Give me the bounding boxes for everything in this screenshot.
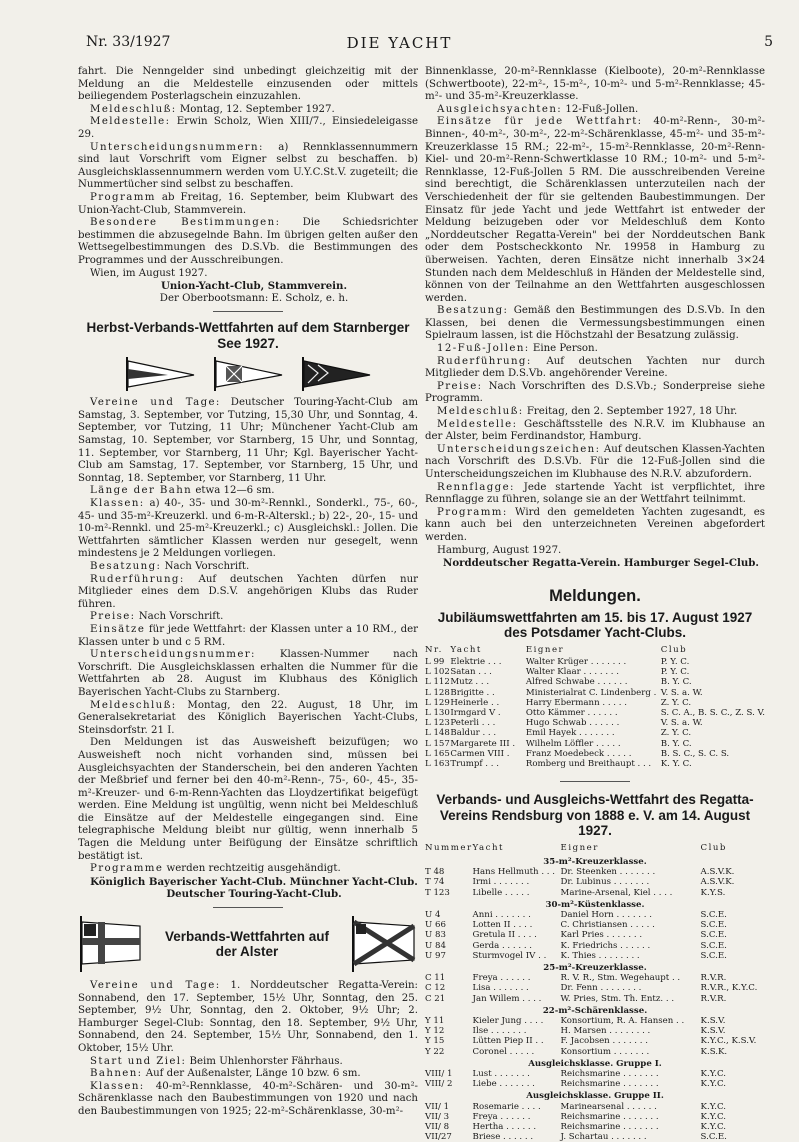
table-cell: Dr. Steenken . . . . . . . (560, 867, 656, 878)
paragraph: Den Meldungen ist das Ausweisheft beizufügen; wo Ausweisheft noch nicht vorhanden sind, müssen bei Ausgleichsyachten der Standerschein, bei den anderen Yachten der Meßbrief und ferner bei den 40-m²-Renn-, 75-, 60-, 45-, 35-m²-Kreuzer- und 6-m-Renn-Yachten das Lloydzertifikat beigefügt werden. Eine Meldung ist ungültig, wenn nicht bei Meldeschluß die Einsätze auf der Meldestelle eingegangen sind. Eine telegraphische Meldung bleibt nur gültig, wenn innerhalb 5 Tagen die Meldung unter Beifügung der Einsätze schriftlich bestätigt ist. (78, 737, 418, 862)
flag-pennant-icon (124, 357, 196, 391)
paragraph: Ruderführung: Auf deutschen Yachten dürfen nur Mitglieder eines dem D.S.V. angehörigen Klubs das Ruder führen. (78, 573, 418, 610)
table-cell: K.Y.C. (700, 1101, 726, 1112)
class-group-row (425, 1089, 765, 1101)
table-cell: VII/ 8 (425, 1121, 450, 1132)
table-cell: Liebe . . . . . . . (472, 1079, 535, 1090)
table-cell: Freya . . . . . . (472, 1111, 531, 1122)
paragraph: Unterscheidungsnummern: a) Rennklassennummern sind laut Vorschrift vom Eigner selbst zu beschaffen. b) Ausgleichsklassennummern werden vom U.Y.C.St.V. zugeteilt; die Nummertücher sind selbst zu beschaffen. (78, 141, 418, 191)
table-cell: Trumpf . . . (450, 758, 499, 769)
entry-table-potsdam (425, 645, 765, 769)
table-cell: B. S. C., S. C. S. (660, 748, 730, 759)
table-cell: K.Y.C. (700, 1111, 726, 1122)
table-cell: Y 12 (425, 1026, 445, 1037)
table-row (425, 657, 765, 667)
table-row (425, 973, 765, 983)
table-row (425, 677, 765, 687)
table-cell: L 123 (425, 718, 450, 729)
table-row (425, 941, 765, 951)
table-row (425, 983, 765, 993)
table-cell: Marine-Arsenal, Kiel . . . . (560, 887, 673, 898)
paragraph: Meldeschluß: Montag, 12. September 1927. (90, 103, 335, 115)
table-cell: R.V.R., K.Y.C. (700, 983, 758, 994)
table-cell: Marinearsenal . . . . . . (560, 1101, 657, 1112)
class-group-row (425, 855, 765, 867)
table-cell: L 112 (425, 677, 450, 688)
divider (213, 311, 283, 312)
table-cell: Harry Ebermann . . . . . (525, 697, 627, 708)
table-cell: Hugo Schwab . . . . . . (525, 718, 620, 729)
table-cell: Lütten Piep II . . (472, 1036, 544, 1047)
table-cell: L 148 (425, 728, 450, 739)
table-cell: C 11 (425, 973, 446, 984)
paragraph: Klassen: a) 40-, 35- und 30-m²-Rennkl., Sonderkl., 75-, 60-, 45- und 35-m²-Kreuzerkl. und 6-m-R-Alterskl.; b) 22-, 20-, 15- und 10-m²-Rennkl. und 25-m²-Kreuzerkl.; c) Ausgleichskl.: Jollen. Die Wettfahrten sämtlicher Klassen werden nur gesegelt, wenn mindestens je 2 Meldungen vorliegen. (78, 498, 418, 560)
paragraph: Preise: Nach Vorschriften des D.S.Vb.; Sonderpreise siehe Programm. (425, 380, 765, 405)
signature: Norddeutscher Regatta-Verein. Hamburger Segel-Club. (443, 557, 759, 570)
paragraph: Einsätze für jede Wettfahrt: 40-m²-Renn-, 30-m²-Binnen-, 40-m²-, 30-m²-, 22-m²-Schärenklasse, 45-m²- und 35-m²-Kreuzerklasse 15 RM.; 22-m²-, 15-m²-Rennklasse, 20-m²-Renn-Kiel- und 20-m²-Renn-Schwertklasse 10 RM.; 10-m²- und 5-m²-Rennklasse, 12-Fuß-Jollen 5 RM. Die ausschreibenden Vereine sind berechtigt, die Schärenklassen unterzuteilen nach der Verschiedenheit der für sie geltenden Baubestimmungen. Der Einsatz für jede Yacht und jede Wettfahrt ist entweder der Meldung beizugeben oder vor Meldeschluß dem Konto „Norddeutscher Regatta-Verein" bei der Norddeutschen Bank oder dem Postscheckkonto Nr. 19958 in Hamburg zu überweisen. Yachten, deren Einsätze nicht innerhalb 3×24 Stunden nach dem Meldeschluß in Händen der Meldestelle sind, können von der Teilnahme an den Wettfahrten ausgeschlossen werden. (425, 116, 766, 304)
table-row (425, 910, 765, 920)
table-cell: Reichsmarine . . . . . . . (560, 1079, 659, 1090)
table-cell: Club (660, 644, 688, 655)
table-row (425, 1047, 765, 1057)
table-cell: Y 15 (425, 1036, 445, 1047)
table-row (425, 1016, 765, 1026)
table-row (425, 728, 765, 738)
paragraph: Programme werden rechtzeitig ausgehändigt. (90, 863, 341, 875)
table-cell: Ausgleichsklasse. Gruppe II. (526, 1091, 664, 1102)
paragraph: Hamburg, August 1927. (437, 544, 562, 556)
divider (560, 781, 630, 782)
table-row (425, 1102, 765, 1112)
table-cell: W. Pries, Stm. Th. Entz. . . (560, 993, 675, 1004)
table-cell: Freya . . . . . . (472, 973, 531, 984)
paragraph: Programm: Wird den gemeldeten Yachten zugesandt, es kann auch bei den unterzeichneten Vereinen abgefordert werden. (425, 506, 765, 543)
table-cell: H. Marsen . . . . . . . . (560, 1026, 651, 1037)
table-cell: L 128 (425, 687, 450, 698)
table-cell: Dr. Lubinus . . . . . . . (560, 877, 650, 888)
table-row (425, 877, 765, 887)
table-cell: Elektrie . . . (450, 656, 502, 667)
table-cell: J. Schartau . . . . . . . (560, 1132, 647, 1142)
class-group-row (425, 898, 765, 910)
table-row (425, 1036, 765, 1046)
table-cell: Konsortium, R. A. Hansen . . (560, 1015, 685, 1026)
table-cell: Konsortium . . . . . . . (560, 1046, 650, 1057)
table-cell: R.V.R. (700, 973, 727, 984)
class-group-row (425, 961, 765, 973)
signature: Der Oberbootsmann: E. Scholz, e. h. (159, 292, 349, 304)
table-cell: V. S. a. W. (660, 687, 703, 698)
table-cell: S.C.E. (700, 950, 727, 961)
table-cell: Nr. (425, 644, 443, 655)
table-cell: Nummer (425, 842, 473, 853)
table-row (425, 951, 765, 961)
flag-icon (350, 916, 418, 972)
paragraph: Besondere Bestimmungen: Die Schiedsrichter bestimmen die abzusegelnde Bahn. Im übrigen gelten außer den Wettsegelbestimmungen des D.S.Vb. die Bestimmungen des Programmes und der Ausschreibungen. (78, 217, 418, 266)
table-cell: P. Y. C. (660, 656, 690, 667)
alster-heading (78, 916, 418, 972)
paragraph: Programm ab Freitag, 16. September, beim Klubwart des Union-Yacht-Club, Stammverein. (78, 191, 418, 216)
table-cell: S.C.E. (700, 1132, 727, 1142)
table-cell: L 129 (425, 697, 450, 708)
table-cell: Reichsmarine . . . . . . . (560, 1111, 659, 1122)
paragraph: Besatzung: Gemäß den Bestimmungen des D.S.Vb. In den Klassen, bei denen die Vermessungsbestimmungen einen Spielraum lassen, ist die Höchstzahl der Besatzung zulässig. (425, 305, 765, 342)
paragraph: Meldestelle: Geschäftsstelle des N.R.V. im Klubhause an der Alster, beim Ferdinandstor, Hamburg. (425, 418, 765, 443)
table-cell: Anni . . . . . . . (472, 909, 531, 920)
table-cell: V. S. a. W. (660, 718, 703, 729)
paragraph: Unterscheidungsnummer: Klassen-Nummer nach Vorschrift. Die Ausgleichsklassen erhalten die Nummer für die Wettfahrten ab 28. August im Klubhaus des Königlich Bayerischen Yacht-Clubs zu Starnberg. (78, 649, 418, 698)
signature: Union-Yacht-Club, Stammverein. (161, 280, 347, 293)
table-cell: T 123 (425, 887, 450, 898)
table-cell: C 21 (425, 993, 446, 1004)
table-cell: Gretula II . . . . (472, 930, 537, 941)
table-cell: Yacht (472, 842, 504, 853)
table-row (425, 739, 765, 749)
paragraph: Vereine und Tage: 1. Norddeutscher Regatta-Verein: Sonnabend, den 17. September, 15½ Uhr, Sonntag, den 25. September, 9½ Uhr, Sonntag, den 2. Oktober, 9½ Uhr; 2. Hamburger Segel-Club: Sonntag, den 18. September, 9½ Uhr, Sonnabend, den 24. September, 15½ Uhr, Sonnabend, den 1. Oktober, 15½ Uhr. (78, 980, 418, 1054)
table-cell: Hans Hellmuth . . . (472, 867, 555, 878)
table-cell: Dr. Fenn . . . . . . . . (560, 983, 642, 994)
section-title: Herbst-Verbands-Wettfahrten auf dem Starnberger See 1927. (86, 320, 410, 351)
table-cell: Sturmvogel IV . . (472, 950, 547, 961)
table-cell: Club (700, 842, 727, 853)
table-cell: C. Christiansen . . . . . (560, 920, 655, 931)
paragraph: Ruderführung: Auf deutschen Yachten nur durch Mitglieder dem D.S.Vb. angehörender Vereine. (425, 355, 765, 380)
class-group-row (425, 1057, 765, 1069)
right-column (425, 66, 765, 1142)
table-cell: Irmgard V . (450, 707, 501, 718)
table-cell: S.C.E. (700, 909, 727, 920)
paragraph: Preise: Nach Vorschrift. (90, 611, 224, 623)
table-cell: L 102 (425, 667, 450, 678)
paragraph: Rennflagge: Jede startende Yacht ist verpflichtet, ihre Rennflagge zu führen, solange sie an der Wettfahrt teilnimmt. (425, 481, 765, 506)
paragraph: Meldeschluß: Freitag, den 2. September 1927, 18 Uhr. (437, 406, 738, 418)
flag-pennant-icon (212, 357, 284, 391)
table-cell: Z. Y. C. (660, 697, 692, 708)
table-cell: K. Friedrichs . . . . . . (560, 940, 651, 951)
table-cell: Briese . . . . . . (472, 1132, 534, 1142)
table-row (425, 667, 765, 677)
class-group-row (425, 1004, 765, 1016)
table-cell: R. V. R., Stm. Wegehaupt . . (560, 973, 681, 984)
table-cell: U 84 (425, 940, 446, 951)
table-cell: Walter Klaar . . . . . . . (525, 667, 619, 678)
table-cell: Irmi . . . . . . . (472, 877, 530, 888)
table-cell: Peterli . . . (450, 718, 496, 729)
table-row (425, 759, 765, 769)
table-cell: A.S.V.K. (700, 877, 735, 888)
divider (213, 907, 283, 908)
table-cell: Rosemarie . . . . (472, 1101, 541, 1112)
table-row (425, 994, 765, 1004)
paragraph: Vereine und Tage: Deutscher Touring-Yacht-Club am Samstag, 3. September, vor Tutzing, 15,30 Uhr, und Sonntag, 4. September, vor Tutzing, 11 Uhr; Münchener Yacht-Club am Samstag, 10. September, vor Starnberg, 15 Uhr, und Sonntag, 11. September, vor Starnberg, 11 Uhr; Kgl. Bayerischer Yacht-Club am Samstag, 17. September, vor Starnberg, 15 Uhr, und Sonntag, 18. September, vor Starnberg, 11 Uhr. (78, 397, 418, 484)
table-cell: K. Thies . . . . . . . . (560, 950, 640, 961)
table-row (425, 1026, 765, 1036)
paragraph: Meldestelle: Erwin Scholz, Wien XIII/7., Einsiedeleigasse 29. (78, 116, 418, 140)
table-cell: Mutz . . . (450, 677, 490, 688)
magazine-title: DIE YACHT (346, 34, 453, 52)
table-cell: B. Y. C. (660, 738, 692, 749)
table-cell: K.Y.S. (700, 887, 726, 898)
table-cell: Coronel . . . . . (472, 1046, 535, 1057)
table-cell: S.C.E. (700, 920, 727, 931)
table-row (425, 888, 765, 898)
table-row (425, 708, 765, 718)
table-cell: Heinerle . . (450, 697, 500, 708)
table-cell: Gerda . . . . . . (472, 940, 533, 951)
table-cell: VII/ 1 (425, 1101, 450, 1112)
table-cell: VII/27 (425, 1132, 452, 1142)
paragraph: Wien, im August 1927. (90, 267, 208, 279)
table-cell: Ministerialrat C. Lindenberg . (525, 687, 657, 698)
section-heading: Meldungen. (549, 586, 641, 605)
paragraph: Länge der Bahn etwa 12—6 sm. (90, 485, 275, 497)
issue-number: Nr. 33/1927 (86, 34, 171, 50)
signature: Deutscher Touring-Yacht-Club. (166, 888, 342, 901)
table-cell: U 97 (425, 950, 446, 961)
signature: Königlich Bayerischer Yacht-Club. Münchner Yacht-Club. (90, 875, 418, 888)
paragraph: fahrt. Die Nenngelder sind unbedingt gleichzeitig mit der Meldung an die Meldestelle einzusenden oder mittels beiliegendem Posterlagschein einzuzahlen. (78, 66, 418, 103)
table-cell: S. C. A., B. S. C., Z. S. V. (660, 707, 765, 718)
table-row (425, 718, 765, 728)
table-cell: VIII/ 2 (425, 1079, 453, 1090)
table-cell: Lust . . . . . . . (472, 1068, 530, 1079)
table-cell: Otto Kämmer . . . . . . (525, 707, 618, 718)
table-cell: Eigner (525, 644, 565, 655)
table-cell: Carmen VIII . (450, 748, 510, 759)
table-row (425, 698, 765, 708)
table-cell: Ausgleichsklasse. Gruppe I. (528, 1058, 662, 1069)
table-cell: Z. Y. C. (660, 728, 692, 739)
paragraph: 12-Fuß-Jollen: Eine Person. (437, 343, 598, 355)
entry-list-title: Jubiläumswettfahrten am 15. bis 17. August 1927 des Potsdamer Yacht-Clubs. (437, 609, 753, 641)
left-column (78, 66, 418, 1119)
table-cell: K.Y.C., K.S.V. (700, 1036, 757, 1047)
paragraph: Unterscheidungszeichen: Auf deutschen Klassen-Yachten nach Vorschrift des D.S.Vb. Für die 12-Fuß-Jollen sind die Unterscheidungszeichen im Klubhause des N.R.V. abzufordern. (425, 443, 765, 480)
table-cell: 30-m²-Küstenklasse. (545, 899, 645, 910)
paragraph: Klassen: 40-m²-Rennklasse, 40-m²-Schären- und 30-m²-Schärenklasse nach den Baubestimmungen von 1920 und nach den Baubestimmungen von 1925; 22-m²-Schärenklasse, 30-m²- (78, 1080, 418, 1117)
page-header (0, 34, 799, 56)
entry-list-title: Verbands- und Ausgleichs-Wettfahrt des Regatta-Vereins Rendsburg von 1888 e. V. am 14. August 1927. (436, 792, 754, 839)
table-cell: R.V.R. (700, 993, 727, 1004)
page-number: 5 (764, 34, 773, 50)
table-row (425, 688, 765, 698)
table-cell: Brigitte . . (450, 687, 495, 698)
paragraph: Besatzung: Nach Vorschrift. (90, 561, 250, 572)
flag-icon (78, 916, 144, 972)
table-cell: Eigner (560, 842, 599, 853)
table-cell: S.C.E. (700, 940, 727, 951)
table-cell: S.C.E. (700, 930, 727, 941)
table-cell: T 74 (425, 877, 445, 888)
paragraph: Ausgleichsyachten: 12-Fuß-Jollen. (437, 103, 639, 115)
table-row (425, 930, 765, 940)
table-cell: Hertha . . . . . . (472, 1121, 537, 1132)
table-cell: L 163 (425, 758, 450, 769)
table-cell: Alfred Schwabe . . . . . . (525, 677, 628, 688)
table-cell: Baldur . . . (450, 728, 497, 739)
table-cell: Daniel Horn . . . . . . . (560, 909, 652, 920)
table-cell: K.S.K. (700, 1046, 728, 1057)
table-cell: Y 22 (425, 1046, 445, 1057)
table-cell: Reichsmarine . . . . . . . (560, 1068, 659, 1079)
table-cell: Margarete III . (450, 738, 516, 749)
table-cell: 25-m²-Kreuzerklasse. (543, 962, 647, 973)
table-row (425, 749, 765, 759)
table-cell: U 66 (425, 920, 446, 931)
table-row (425, 1132, 765, 1142)
table-cell: Yacht (450, 644, 482, 655)
table-cell: P. Y. C. (660, 667, 690, 678)
table-cell: Emil Hayek . . . . . . . (525, 728, 615, 739)
paragraph: Meldeschluß: Montag, den 22. August, 18 Uhr, im Generalsekretariat des Königlich Bayerischen Yacht-Clubs, Steinsdorfstr. 21 I. (78, 699, 418, 736)
table-cell: VII/ 3 (425, 1111, 450, 1122)
table-cell: L 99 (425, 656, 445, 667)
table-cell: Ilse . . . . . . . (472, 1026, 527, 1037)
flag-pennant-icon (300, 357, 372, 391)
table-cell: L 130 (425, 707, 450, 718)
table-cell: Kieler Jung . . . . (472, 1015, 544, 1026)
table-cell: L 157 (425, 738, 450, 749)
table-row (425, 867, 765, 877)
table-cell: Karl Pries . . . . . . . (560, 930, 643, 941)
table-cell: C 12 (425, 983, 446, 994)
table-cell: U 83 (425, 930, 446, 941)
section-title: Verbands-Wettfahrten auf der Alster (164, 928, 330, 960)
table-cell: F. Jacobsen . . . . . . . (560, 1036, 648, 1047)
table-cell: K. Y. C. (660, 758, 692, 769)
table-cell: 35-m²-Kreuzerklasse. (543, 856, 647, 867)
table-cell: K.Y.C. (700, 1068, 726, 1079)
table-row (425, 1112, 765, 1122)
table-cell: Jan Willem . . . . (472, 993, 542, 1004)
table-cell: U 4 (425, 909, 441, 920)
table-row (425, 920, 765, 930)
table-cell: VIII/ 1 (425, 1068, 453, 1079)
table-cell: Y 11 (425, 1015, 445, 1026)
club-flags (78, 357, 418, 391)
table-cell: Lisa . . . . . . . (472, 983, 529, 994)
table-cell: Satan . . . (450, 667, 492, 678)
table-cell: 22-m²-Schärenklasse. (542, 1005, 648, 1016)
table-cell: A.S.V.K. (700, 867, 735, 878)
table-cell: K.S.V. (700, 1026, 726, 1037)
table-cell: Romberg und Breithaupt . . . (525, 758, 652, 769)
table-cell: Lotten II . . . . (472, 920, 533, 931)
table-row (425, 1069, 765, 1079)
table-cell: T 48 (425, 867, 445, 878)
table-cell: Franz Moedebeck . . . . . (525, 748, 632, 759)
table-cell: K.Y.C. (700, 1121, 726, 1132)
entry-table-rendsburg (425, 843, 765, 1142)
paragraph: Bahnen: Auf der Außenalster, Länge 10 bzw. 6 sm. (90, 1068, 361, 1080)
table-cell: B. Y. C. (660, 677, 692, 688)
table-row (425, 1122, 765, 1132)
paragraph: Start und Ziel: Beim Uhlenhorster Fährhaus. (90, 1055, 343, 1067)
table-cell: K.Y.C. (700, 1079, 726, 1090)
table-cell: Wilhelm Löffler . . . . . (525, 738, 621, 749)
table-cell: Walter Krüger . . . . . . . (525, 656, 627, 667)
table-cell: Reichsmarine . . . . . . . (560, 1121, 659, 1132)
table-cell: L 165 (425, 748, 450, 759)
paragraph: Einsätze für jede Wettfahrt: der Klassen unter a 10 RM., der Klassen unter b und c 5 RM. (78, 623, 418, 648)
table-cell: Libelle . . . . . (472, 887, 530, 898)
paragraph: Binnenklasse, 20-m²-Rennklasse (Kielboote), 20-m²-Rennklasse (Schwertboote), 22-m²-, 15-m²-, 10-m²- und 5-m²-Rennklasse; 45-m²- und 35-m²-Kreuzerklasse. (425, 66, 765, 103)
table-cell: K.S.V. (700, 1015, 726, 1026)
table-row (425, 1079, 765, 1089)
